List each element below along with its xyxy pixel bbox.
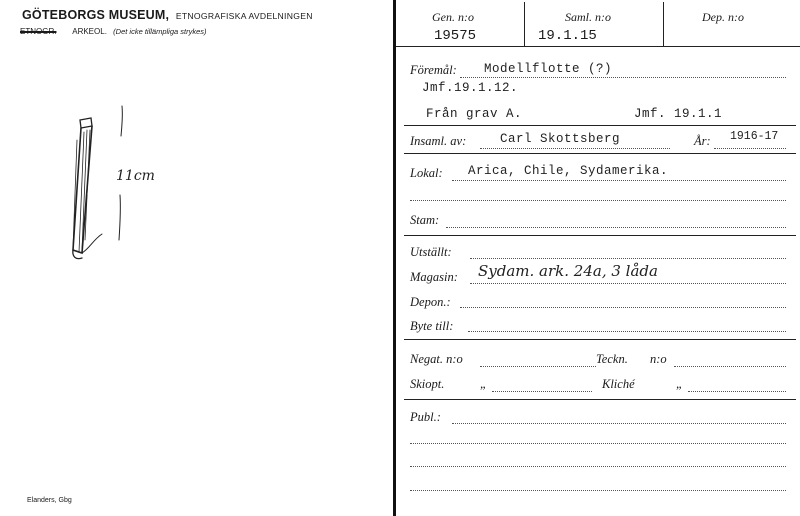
department-name: ETNOGRAFISKA AVDELNINGEN — [175, 11, 313, 21]
utstallt-line — [470, 258, 786, 259]
rule-4 — [404, 339, 796, 340]
magasin-line — [470, 283, 786, 284]
byte-label: Byte till: — [410, 319, 454, 333]
publ-line-4 — [410, 490, 786, 491]
dep-label: Dep. n:o — [702, 10, 744, 24]
department-options — [20, 27, 207, 36]
negat-line — [480, 366, 596, 367]
insaml-line — [480, 148, 670, 149]
skiopt-label: Skiopt. — [410, 377, 445, 391]
size-note: 11cm — [116, 168, 155, 184]
card-left-page — [0, 0, 392, 516]
saml-value: 19.1.15 — [538, 28, 597, 44]
foremal-line2: Jmf.19.1.12. — [422, 81, 519, 95]
saml-label: Saml. n:o — [565, 10, 611, 24]
rule-2 — [404, 153, 796, 154]
object-sketch — [60, 100, 180, 270]
rule-5 — [404, 399, 796, 400]
teckn-label: Teckn. — [596, 352, 628, 366]
fran-grav-ref: Jmf. 19.1.1 — [634, 107, 723, 121]
insaml-value: Carl Skottsberg — [500, 132, 621, 146]
gen-cell — [396, 2, 525, 46]
header-rule — [396, 46, 800, 47]
teckn-line — [674, 366, 786, 367]
arkeol-option: ARKEOL. — [72, 27, 107, 36]
depon-line — [460, 307, 786, 308]
ar-label: År: — [694, 134, 711, 148]
kliche-line — [688, 391, 786, 392]
lokal-line-2 — [410, 200, 786, 201]
rule-1 — [404, 125, 796, 126]
museum-heading — [22, 8, 313, 22]
stam-label: Stam: — [410, 213, 440, 227]
skiopt-ditto: „ — [480, 377, 487, 391]
sketch-hatching — [73, 130, 90, 252]
measure-line-top — [121, 106, 122, 136]
publ-line-1 — [452, 423, 786, 424]
foremal-label: Föremål: — [410, 63, 457, 77]
printer-imprint: Elanders, Gbg — [27, 497, 72, 504]
skiopt-line — [492, 391, 592, 392]
fran-grav-note: Från grav A. — [426, 107, 523, 121]
ar-value: 1916-17 — [730, 130, 779, 143]
depon-label: Depon.: — [410, 295, 451, 309]
rule-3 — [404, 235, 796, 236]
foremal-value: Modellflotte (?) — [484, 62, 613, 76]
crossed-out-option: ETNOGR. — [20, 27, 57, 36]
magasin-label: Magasin: — [410, 270, 458, 284]
stam-line — [446, 227, 786, 228]
dep-cell — [664, 2, 798, 46]
foremal-line — [460, 77, 786, 78]
instruction-note: (Det icke tillämpliga strykes) — [113, 27, 207, 36]
sketch-top — [80, 118, 92, 128]
saml-cell — [525, 2, 664, 46]
lokal-line — [452, 180, 786, 181]
museum-name: GÖTEBORGS MUSEUM, — [22, 8, 170, 22]
card-form — [396, 0, 800, 516]
publ-line-2 — [410, 443, 786, 444]
kliche-ditto: „ — [676, 377, 683, 391]
measure-line-bottom — [119, 195, 120, 240]
kliche-label: Kliché — [602, 377, 635, 391]
lokal-label: Lokal: — [410, 166, 443, 180]
lokal-value: Arica, Chile, Sydamerika. — [468, 164, 669, 178]
gen-value: 19575 — [434, 28, 477, 44]
publ-label: Publ.: — [410, 410, 441, 424]
utstallt-label: Utställt: — [410, 245, 452, 259]
magasin-value: Sydam. ark. 24a, 3 låda — [478, 262, 658, 280]
byte-line — [468, 331, 786, 332]
gen-label: Gen. n:o — [432, 10, 474, 24]
teckn-no-label: n:o — [650, 352, 667, 366]
ar-line — [714, 148, 786, 149]
negat-label: Negat. n:o — [410, 352, 463, 366]
insaml-label: Insaml. av: — [410, 134, 467, 148]
publ-line-3 — [410, 466, 786, 467]
